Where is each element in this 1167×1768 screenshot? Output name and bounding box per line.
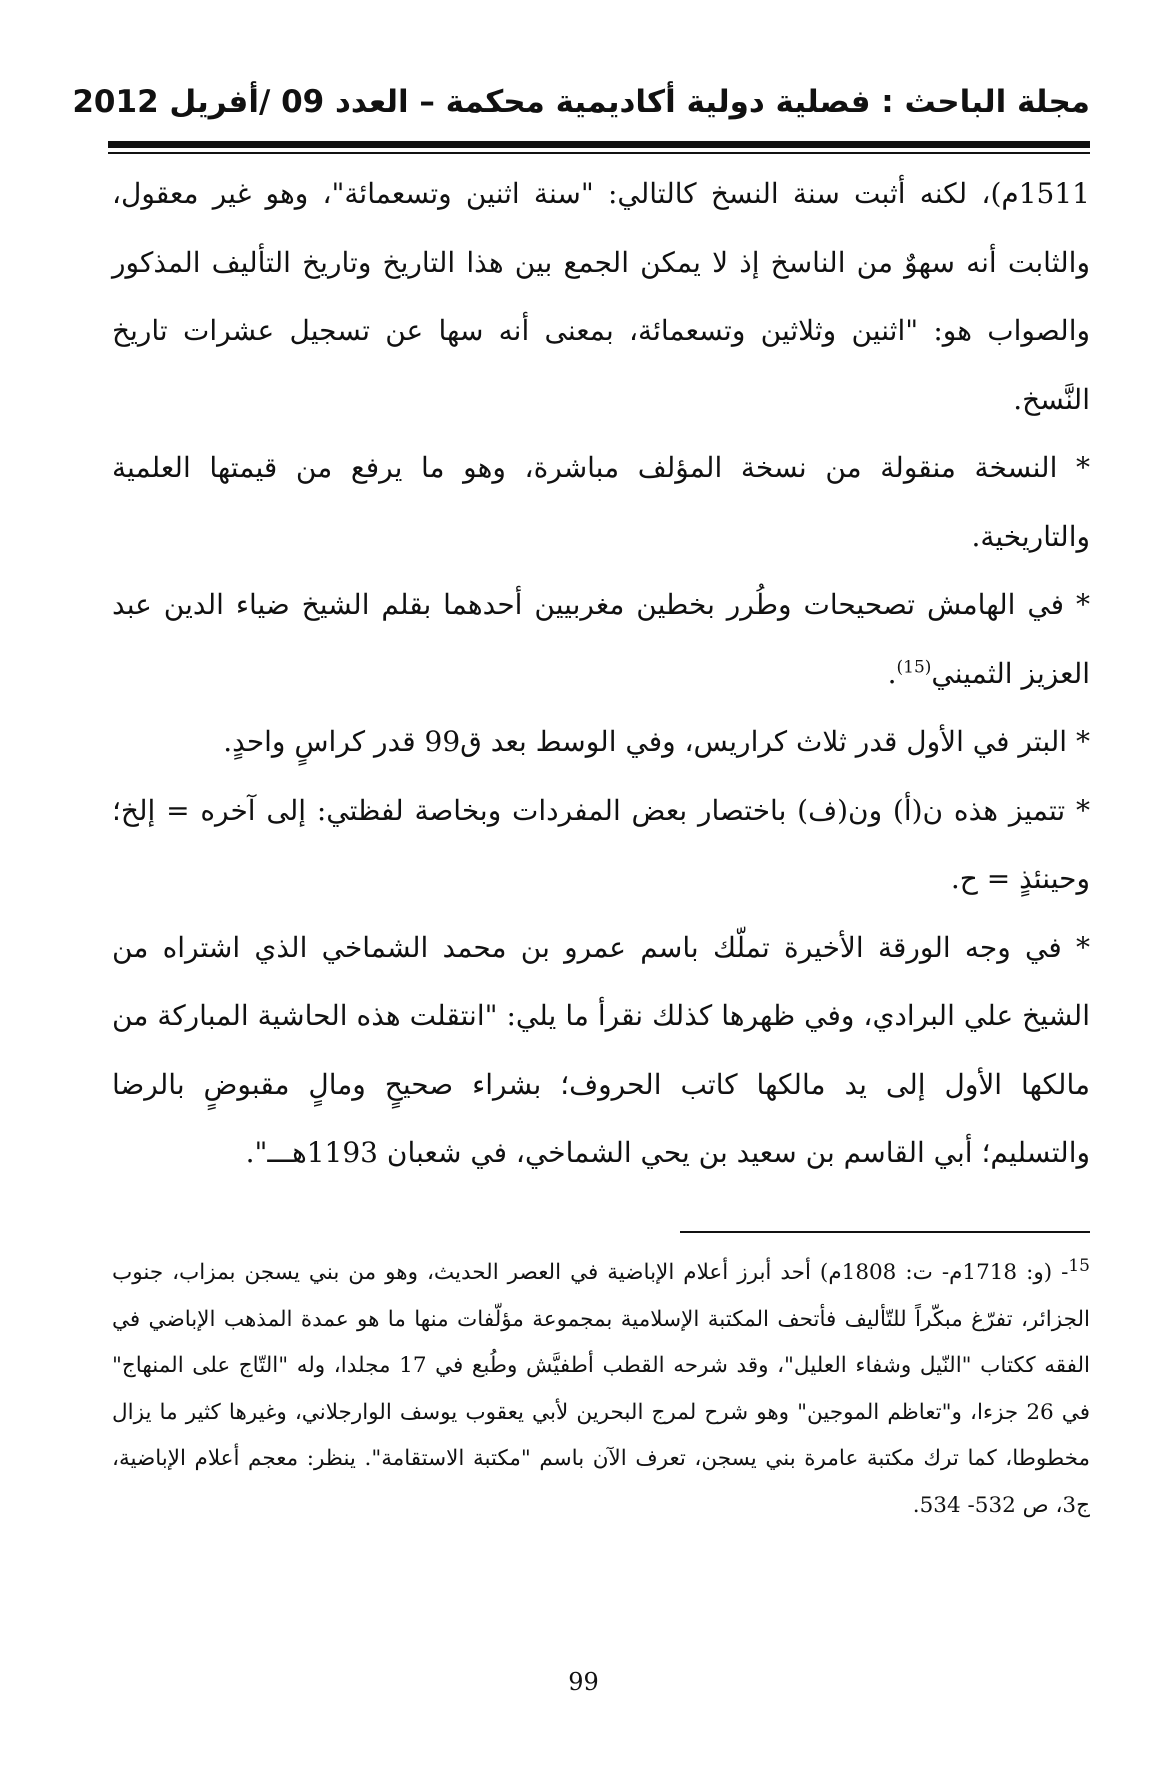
footnote-separator [680, 1231, 1090, 1233]
footnote-reference[interactable]: (15) [896, 657, 932, 678]
page-number: 99 [568, 1668, 599, 1696]
body-text [112, 160, 1090, 1188]
header-rule-thick [108, 141, 1090, 148]
journal-header: مجلة الباحث : فصلية دولية أكاديمية محكمة – العدد 09 /أفريل 2012 [72, 84, 1090, 120]
footnote-15 [112, 1250, 1090, 1529]
footnote [112, 1250, 1090, 1529]
paragraph-missing-parts: * البتر في الأول قدر ثلاث كراريس، وفي الوسط بعد ق99 قدر كراسٍ واحدٍ. [223, 725, 1090, 758]
paragraph-margin-notes [112, 571, 1090, 708]
paragraph-ownership: * في وجه الورقة الأخيرة تملّك باسم عمرو بن محمد الشماخي الذي اشتراه من الشيخ علي البرادي، وفي ظهرها كذلك نقرأ ما يلي: "انتقلت هذه الحاشية المباركة من مالكها الأول إلى يد مالكها كاتب الحروف؛ بشراء صحيحٍ ومالٍ مقبوضٍ بالرضا والتسليم؛ أبي القاسم بن سعيد بن يحي الشماخي، في شعبان 1193هـــ". [112, 930, 1090, 1169]
margin-notes-text: * في الهامش تصحيحات وطُرر بخطين مغربيين أحدهما بقلم الشيخ ضياء الدين عبد العزيز الثميني [112, 588, 1090, 690]
margin-notes-end: . [887, 656, 897, 690]
footnote-text: - (و: 1718م- ت: 1808م) أحد أبرز أعلام الإباضية في العصر الحديث، وهو من بني يسجن بمزاب، جنوب الجزائر، تفرّغ مبكّراً للتّأليف فأتحف المكتبة الإسلامية بمجموعة مؤلّفات منها ما هو عمدة المذهب الإباضي في الفقه ككتاب "النّيل وشفاء العليل"، وقد شرحه القطب أطفيَّش وطُبع في 17 مجلدا، وله "التّاج على المنهاج" في 26 جزءا، و"تعاظم الموجين" وهو شرح لمرج البحرين لأبي يعقوب يوسف الوارجلاني، وغيرها كثير ما يزال مخطوطا، كما ترك مكتبة عامرة بني يسجن، تعرف الآن باسم "مكتبة الاستقامة". ينظر: معجم أعلام الإباضية، ج3، ص 532- 534. [112, 1260, 1090, 1518]
paragraph-author-copy: * النسخة منقولة من نسخة المؤلف مباشرة، وهو ما يرفع من قيمتها العلمية والتاريخية. [112, 451, 1090, 553]
paragraph-abbreviations: * تتميز هذه ن(أ) ون(ف) باختصار بعض المفردات وبخاصة لفظتي: إلى آخره = إلخ؛ وحينئذٍ = ح. [112, 793, 1090, 895]
paragraph-copy-date: 1511م)، لكنه أثبت سنة النسخ كالتالي: "سنة اثنين وتسعمائة"، وهو غير معقول، والثابت أنه سهوٌ من الناسخ إذ لا يمكن الجمع بين هذا التاريخ وتاريخ التأليف المذكور والصواب هو: "اثنين وثلاثين وتسعمائة، بمعنى أنه سها عن تسجيل عشرات تاريخ النَّسخ. [112, 177, 1090, 416]
footnote-number: 15 [1068, 1255, 1090, 1276]
header-rule-thin [108, 152, 1090, 154]
